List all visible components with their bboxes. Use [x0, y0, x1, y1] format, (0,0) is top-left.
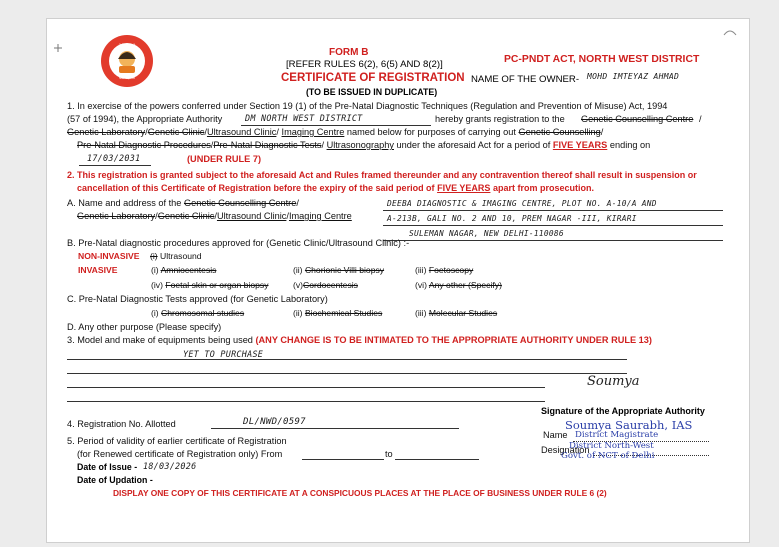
c-text-iii: Molecular Studies: [428, 308, 498, 318]
signature-label: Signature of the Appropriate Authority: [541, 406, 705, 416]
b-item-iv: [151, 280, 269, 290]
opt-ic: Imaging Centre: [281, 127, 345, 137]
c-num-ii: (ii): [293, 308, 303, 318]
rules-label: [REFER RULES 6(2), 6(5) AND 8(2)]: [286, 59, 443, 70]
noninv-item: [150, 251, 202, 261]
address-rule2: [383, 225, 723, 226]
update-label: Date of Updation -: [77, 475, 153, 485]
noninv-ultrasound: Ultrasound: [160, 251, 202, 261]
from-line: [302, 459, 384, 460]
corner-mark-icon: [723, 29, 737, 41]
b-num-vi: (vi): [415, 280, 427, 290]
address-line2: A-213B, GALI NO. 2 AND 10, PREM NAGAR -III, KIRARI: [387, 214, 637, 223]
s3-label: 3. Model and make of equipments being used: [67, 335, 253, 345]
s2-five-years: FIVE YEARS: [437, 183, 491, 193]
authority-value: DM NORTH WEST DISTRICT: [245, 113, 363, 123]
authority-line: [241, 125, 431, 126]
act-label: PC-PNDT ACT, NORTH WEST DISTRICT: [504, 54, 700, 65]
stamp-line2: District North-West: [569, 441, 654, 451]
footer-note: DISPLAY ONE COPY OF THIS CERTIFICATE AT A CONSPICUOUS PLACES AT THE PLACE OF BUSINESS UNDER RULE 6 (2): [113, 488, 607, 498]
b-num-iv: (iv): [151, 280, 163, 290]
a-opt-ic: Imaging Centre: [288, 211, 352, 221]
owner-label: NAME OF THE OWNER-: [471, 74, 580, 85]
b-text-vi: Any other (Specify): [428, 280, 502, 290]
name-label: Name: [543, 430, 568, 440]
designation-label: Designation: [541, 445, 590, 455]
s2-line2a: cancellation of this Certificate of Registration before the expiry of the said period of: [77, 183, 435, 193]
address-rule3: [383, 240, 723, 241]
s1-line3: Genetic Laboratory/Genetic Clinic/Ultrasound Clinic/ Imaging Centre named below for purposes of carrying out Genetic Counselling/: [67, 127, 604, 137]
address-line3: SULEMAN NAGAR, NEW DELHI-110086: [409, 229, 564, 238]
noninv-num: (i): [150, 251, 158, 261]
authority-signature: Soumya: [587, 374, 640, 389]
to-line: [395, 459, 479, 460]
a-opt-gcl: Genetic Clinic: [157, 211, 215, 221]
five-years: FIVE YEARS: [552, 140, 608, 150]
certificate-title: CERTIFICATE OF REGISTRATION: [281, 72, 465, 84]
s5-line1: 5. Period of validity of earlier certificate of Registration: [67, 436, 287, 446]
opt-pnt: Pre-Natal Diagnostic Tests: [213, 140, 322, 150]
s5-line2: (for Renewed certificate of Registration only) From: [77, 449, 283, 459]
end-date: 17/03/2031: [87, 153, 141, 163]
b-item-vi: [415, 280, 502, 290]
stamp-name: Soumya Saurabh, IAS: [565, 418, 693, 432]
c-label: C. Pre-Natal Diagnostic Tests approved (for Genetic Laboratory): [67, 294, 328, 304]
b-num-i: (i): [151, 265, 159, 275]
opt-gc: Genetic Counselling: [518, 127, 601, 137]
d-label: D. Any other purpose (Please specify): [67, 322, 222, 332]
logo: [101, 35, 153, 87]
logo-text-bottom: बेटी पढ़ाओ: [118, 75, 136, 80]
a-label: A. Name and address of the: [67, 198, 182, 208]
form-label: FORM B: [329, 47, 369, 58]
a-opt-uc: Ultrasound Clinic: [216, 211, 287, 221]
b-item-v: [293, 280, 358, 290]
s3-note: (ANY CHANGE IS TO BE INTIMATED TO THE APPROPRIATE AUTHORITY UNDER RULE 13): [255, 335, 652, 345]
c-text-ii: Biochemical Studies: [304, 308, 383, 318]
b-label: B. Pre-Natal diagnostic procedures approved for (Genetic Clinic/Ultrasound Clinic) :-: [67, 238, 410, 248]
opt-pnd: Pre-Natal Diagnostic Procedures: [77, 140, 211, 150]
s2-line2: [77, 183, 594, 193]
a-opt-gl: Genetic Laboratory: [77, 211, 156, 221]
b-num-v: (v): [293, 280, 304, 290]
end-date-line: [79, 165, 151, 166]
address-rule1: [383, 210, 723, 211]
duplicate-note: (TO BE ISSUED IN DUPLICATE): [306, 87, 438, 97]
c-item-i: [151, 308, 244, 318]
equipment-line4: [67, 401, 545, 402]
b-num-iii: (iii): [415, 265, 427, 275]
opt-gl: Genetic Laboratory: [67, 127, 146, 137]
s1-line4b: under the aforesaid Act for a period of: [396, 140, 551, 150]
stamp-line3: Govt. of NCT of Delhi: [561, 451, 655, 461]
c-text-i: Chromosomal studies: [161, 308, 245, 318]
opt-gcc: Genetic Counselling Centre: [581, 114, 694, 124]
s2-line1: 2. This registration is granted subject to the aforesaid Act and Rules framed thereunder and any contravention thereof shall result in suspension or: [67, 170, 697, 180]
s3-line: [67, 335, 652, 345]
opt-gcl: Genetic Clinic: [147, 127, 205, 137]
c-item-iii: [415, 308, 497, 318]
s1-line1: 1. In exercise of the powers conferred under Section 19 (1) of the Pre-Natal Diagnostic Techniques (Regulation and Prevention of Misuse) Act, 1994: [67, 101, 668, 111]
b-item-ii: [293, 265, 384, 275]
b-text-v: Cordocentesis: [303, 280, 358, 290]
c-num-i: (i): [151, 308, 159, 318]
b-item-i: [151, 265, 216, 275]
registration-no: DL/NWD/0597: [243, 417, 306, 427]
a-line1: A. Name and address of the Genetic Counselling Centre/: [67, 198, 299, 208]
b-text-iv: Foetal skin or organ biopsy: [165, 280, 269, 290]
equipment-value: YET TO PURCHASE: [183, 349, 264, 359]
s5-to: to: [385, 449, 393, 459]
stamp-line1: District Magistrate: [575, 430, 659, 440]
rule7: (UNDER RULE 7): [187, 154, 262, 164]
s1-line4c: ending on: [609, 140, 651, 150]
s1-line2a: (57 of 1994), the Appropriate Authority: [67, 114, 223, 124]
s1-line4: Pre-Natal Diagnostic Procedures/Pre-Natal Diagnostic Tests/ Ultrasonography under the aforesaid Act for a period of FIVE YEARS ending on: [77, 140, 651, 150]
a-opt-gcc: Genetic Counselling Centre: [183, 198, 297, 208]
owner-value: MOHD IMTEYAZ AHMAD: [587, 72, 680, 81]
c-num-iii: (iii): [415, 308, 427, 318]
b-num-ii: (ii): [293, 265, 303, 275]
b-item-iii: [415, 265, 473, 275]
issue-label: Date of Issue -: [77, 462, 138, 472]
b-text-i: Amniocentesis: [160, 265, 217, 275]
issue-value: 18/03/2026: [143, 461, 197, 471]
s1-line3b: named below for purposes of carrying out: [346, 127, 516, 137]
a-line2: Genetic Laboratory/Genetic Clinic/Ultrasound Clinic/Imaging Centre: [77, 211, 352, 221]
c-item-ii: [293, 308, 382, 318]
invasive-label: INVASIVE: [78, 265, 118, 275]
logo-text-top: बेटी बचाओ: [118, 43, 136, 48]
pin-icon: [53, 43, 63, 53]
equipment-line1: [67, 359, 627, 360]
opt-uc: Ultrasound Clinic: [206, 127, 277, 137]
s4-label: 4. Registration No. Allotted: [67, 419, 176, 429]
s1-line2b: hereby grants registration to the: [435, 114, 565, 124]
s2-line2b: apart from prosecution.: [492, 183, 594, 193]
opt-usg: Ultrasonography: [326, 140, 394, 150]
equipment-line2: [67, 373, 627, 374]
equipment-line3: [67, 387, 545, 388]
b-text-iii: Foetoscopy: [428, 265, 474, 275]
registration-line: [211, 428, 459, 429]
certificate-sheet: बेटी बचाओ बेटी पढ़ाओ FORM B [REFER RULES 6(2), 6(5) AND 8(2)] CERTIFICATE OF REGISTRATION (TO BE ISSUED IN DUPLICATE) PC-PNDT ACT, NORTH WEST DISTRICT NAME OF THE OWNER- MOHD IMTEYAZ AHMAD 1. In exercise of the powers conferred under Section 19 (1) of the Pre-Natal Diagnostic Techniques (Regulation and Prevention of Misuse) Act, 1994 (57 of 1994), the Appropriate Authority DM NORTH WEST DISTRICT hereby grants registration to the Genetic Counselling Centre / Genetic Laboratory/Genetic Clinic/Ultrasound Clinic/ Imaging Centre named below for purposes of carrying out Genetic Counselling/ Pre-Natal Diagnostic Procedures/Pre-Natal Diagnostic Tests/ Ultrasonography under the aforesaid Act for a period of FIVE YEARS ending on 17/03/2031 (UNDER RULE 7) 2. This registration is granted subject to the aforesaid Act and Rules framed thereunder and any contravention thereof shall result in suspension or cancellation of this Certificate of Registration before the expiry of the said period of FIVE YEARS apart from prosecution. A. Name and address of the Genetic Counselling Centre/ Genetic Laboratory/Genetic Clinic/Ultrasound Clinic/Imaging Centre DEEBA DIAGNOSTIC & IMAGING CENTRE, PLOT NO. A-10/A AND A-213B, GALI NO. 2 AND 10, PREM NAGAR -III, KIRARI SULEMAN NAGAR, NEW DELHI-110086 B. Pre-Natal diagnostic procedures approved for (Genetic Clinic/Ultrasound Clinic) :- NON-INVASIVE (i) Ultrasound INVASIVE (i) Amniocentesis (ii) Chorionic Villi biopsy (iii) Foetoscopy (iv) Foetal skin or organ biopsy (v)Cordocentesis (vi) Any other (Specify) C. Pre-Natal Diagnostic Tests approved (for Genetic Laboratory) (i) Chromosomal studies (ii) Biochemical Studies (iii) Molecular Studies D. Any other purpose (Please specify) 3. Model and make of equipments being used (ANY CHANGE IS TO BE INTIMATED TO THE APPROPRIATE AUTHORITY UNDER RULE 13) YET TO PURCHASE Soumya Signature of the Appropriate Authority Soumya Saurabh, IAS Name District Magistrate District North-West Designation Govt. of NCT of Delhi 4. Registration No. Allotted DL/NWD/0597 5. Period of validity of earlier certificate of Registration (for Renewed certificate of Registration only) From to Date of Issue - 18/03/2026 Date of Updation - DISPLAY ONE COPY OF THIS CERTIFICATE AT A CONSPICUOUS PLACES AT THE PLACE OF BUSINESS UNDER RULE 6 (2): [46, 18, 750, 543]
noninvasive-label: NON-INVASIVE: [78, 251, 140, 261]
b-text-ii: Chorionic Villi biopsy: [304, 265, 385, 275]
address-line1: DEEBA DIAGNOSTIC & IMAGING CENTRE, PLOT NO. A-10/A AND: [387, 199, 657, 208]
